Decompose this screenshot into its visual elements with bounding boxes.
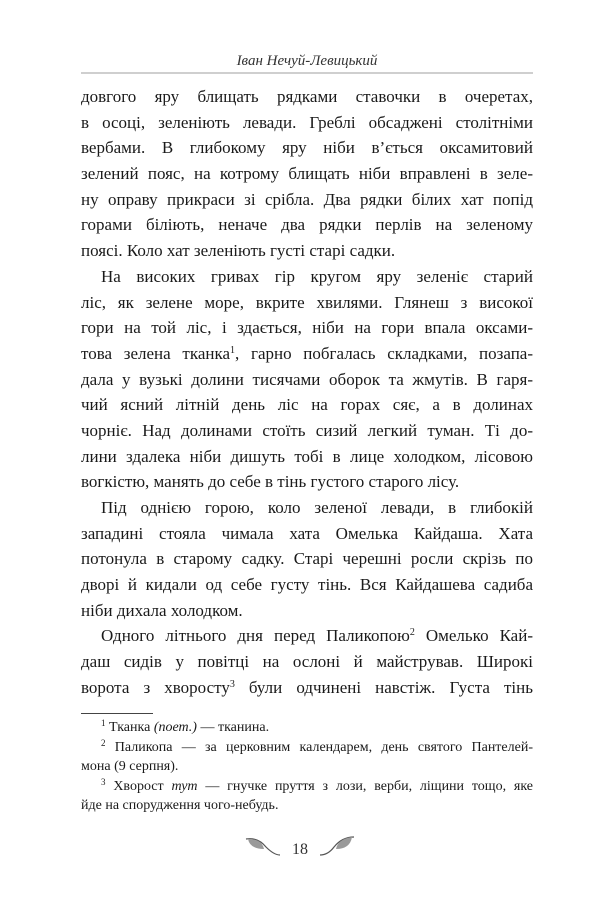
text-line [81,212,533,238]
text-line [81,110,533,136]
text-segment: Омелько Кай- [414,626,533,646]
line-content [101,737,533,755]
line-content [81,447,533,466]
footnote-marker: 3 [101,776,106,787]
text-segment: йде на спорудження чого-небудь. [81,798,279,813]
text-segment: Одного літнього дня перед Паликопою [101,626,410,646]
text-line [81,161,533,187]
text-segment: гори на той ліс, і здається, ніби на гори впала оксами- [81,318,533,338]
text-line [81,264,533,290]
text-segment: (поет.) [153,720,197,735]
text-segment: ніби дихала холодком. [81,600,243,620]
running-header: Іван Нечуй-Левицький [236,53,378,69]
text-line [81,444,533,470]
text-line [81,598,533,624]
text-segment: Під однією горою, коло зеленої левади, в глибокій [101,498,533,517]
footnote-marker: 3 [229,678,235,690]
right-ornament-icon [320,835,356,865]
line-content [101,267,533,286]
left-ornament-icon [244,835,280,865]
text-line [81,290,533,316]
line-content [101,498,533,517]
line-content [81,601,243,620]
text-segment: дворі й кидали од себе густу тінь. Вся Кайдашева садиба [81,575,533,595]
text-segment: — тканина. [196,720,270,735]
footnote-marker: 2 [409,627,415,639]
text-line [81,418,533,444]
text-segment: довгого яру блищать рядками ставочки в очеретах, [81,87,533,106]
line-content [101,626,533,645]
line-content [81,575,533,594]
line-content [81,370,533,389]
line-content [81,759,178,774]
text-segment: западині стояла чимала хата Омелька Кайдаша. Хата [81,523,533,543]
line-content [81,344,533,363]
text-segment: ліс, як зелене море, вкрите хвилями. Глянеш з високої [81,292,533,312]
footnotes [81,718,533,816]
footnote-marker: 2 [101,737,106,748]
line-content [81,190,533,209]
text-line [81,572,533,598]
text-segment: Тканка [105,720,154,735]
line-content [81,293,533,312]
text-line [81,315,533,341]
page-number: 18 [292,841,308,858]
text-segment: горами біліють, неначе два рядки перлів на зеленому [81,215,533,235]
text-line [81,546,533,572]
line-content [81,421,533,440]
text-segment: Хворост [105,778,172,794]
line-content [81,87,533,106]
text-segment: — гнучке пруття з лози, верби, ліщини тощо, яке [197,778,534,794]
text-segment: мона (9 серпня). [81,759,179,774]
line-content [101,720,269,735]
text-segment: дала у вузькі долини тисячами оборок та жмутів. В гаря- [81,369,533,389]
text-segment: тут [171,778,198,794]
line-content [81,395,533,414]
text-segment: потонула в старому садку. Старі черешні росли скрізь по [81,549,533,569]
line-content [81,524,533,543]
body-text [81,84,533,701]
text-segment: в осоці, зеленіють левади. Греблі обсаджені столітніми [81,112,533,132]
text-segment: зелений пояс, на котрому блищать ніби вправлені в зеле- [81,164,533,184]
line-content [81,215,533,234]
line-content [81,138,533,157]
text-segment: лини здалека ніби дишуть тобі в лице холодком, лісовою [81,446,533,466]
line-content [81,798,278,813]
text-segment: вогкістю, манять до себе в тінь густого старого лісу. [81,472,460,492]
text-line [81,495,533,521]
line-content [81,318,533,337]
footnote-marker: 1 [101,718,106,728]
footnote-line [81,757,533,777]
line-content [81,652,533,671]
text-segment: , гарно побгалась складками, позапа- [235,343,533,363]
footnote-line [81,738,533,758]
text-line [81,623,533,649]
text-segment: даш сидів у повітці на ослоні й майстрував. Широкі [81,652,533,672]
text-line [81,187,533,213]
text-segment: ну оправу прикраси зі срібла. Два рядки білих хат попід [81,189,533,209]
text-segment: чорніє. Над долинами стоїть сизий легкий туман. Ті до- [81,420,533,440]
text-segment: чий ясний літній день ліс на горах сяє, а в долинах [81,395,533,415]
text-line [81,367,533,393]
text-segment: поясі. Коло хат зеленіють густі старі садки. [81,241,396,261]
footnote-separator [81,713,153,714]
text-line [81,469,533,495]
text-line [81,675,533,701]
text-line [81,341,533,367]
text-segment: вербами. В глибокому яру ніби в’ється оксамитовий [81,138,533,158]
line-content [81,164,533,183]
text-line [81,84,533,110]
text-segment: ворота з хворосту [81,677,230,697]
line-content [81,113,533,132]
text-line [81,392,533,418]
text-segment: На високих гривах гір кругом яру зеленіє старий [101,266,533,286]
text-line [81,238,533,264]
line-content [81,241,395,260]
line-content [81,678,533,697]
text-line [81,649,533,675]
text-segment: були одчинені навстіж. Густа тінь [234,677,533,697]
text-line [81,521,533,547]
footnote-line [81,796,533,816]
text-segment: Паликопа — за церковним календарем, день святого Пантелей- [105,739,533,755]
line-content [101,776,534,794]
line-content [81,472,459,491]
footnote-line [81,718,533,738]
text-line [81,135,533,161]
page-footer [0,835,600,859]
footnote-marker: 1 [230,344,236,356]
text-segment: това зелена тканка [81,343,231,363]
header-rule [81,72,533,74]
footnote-line [81,777,533,797]
line-content [81,549,533,568]
